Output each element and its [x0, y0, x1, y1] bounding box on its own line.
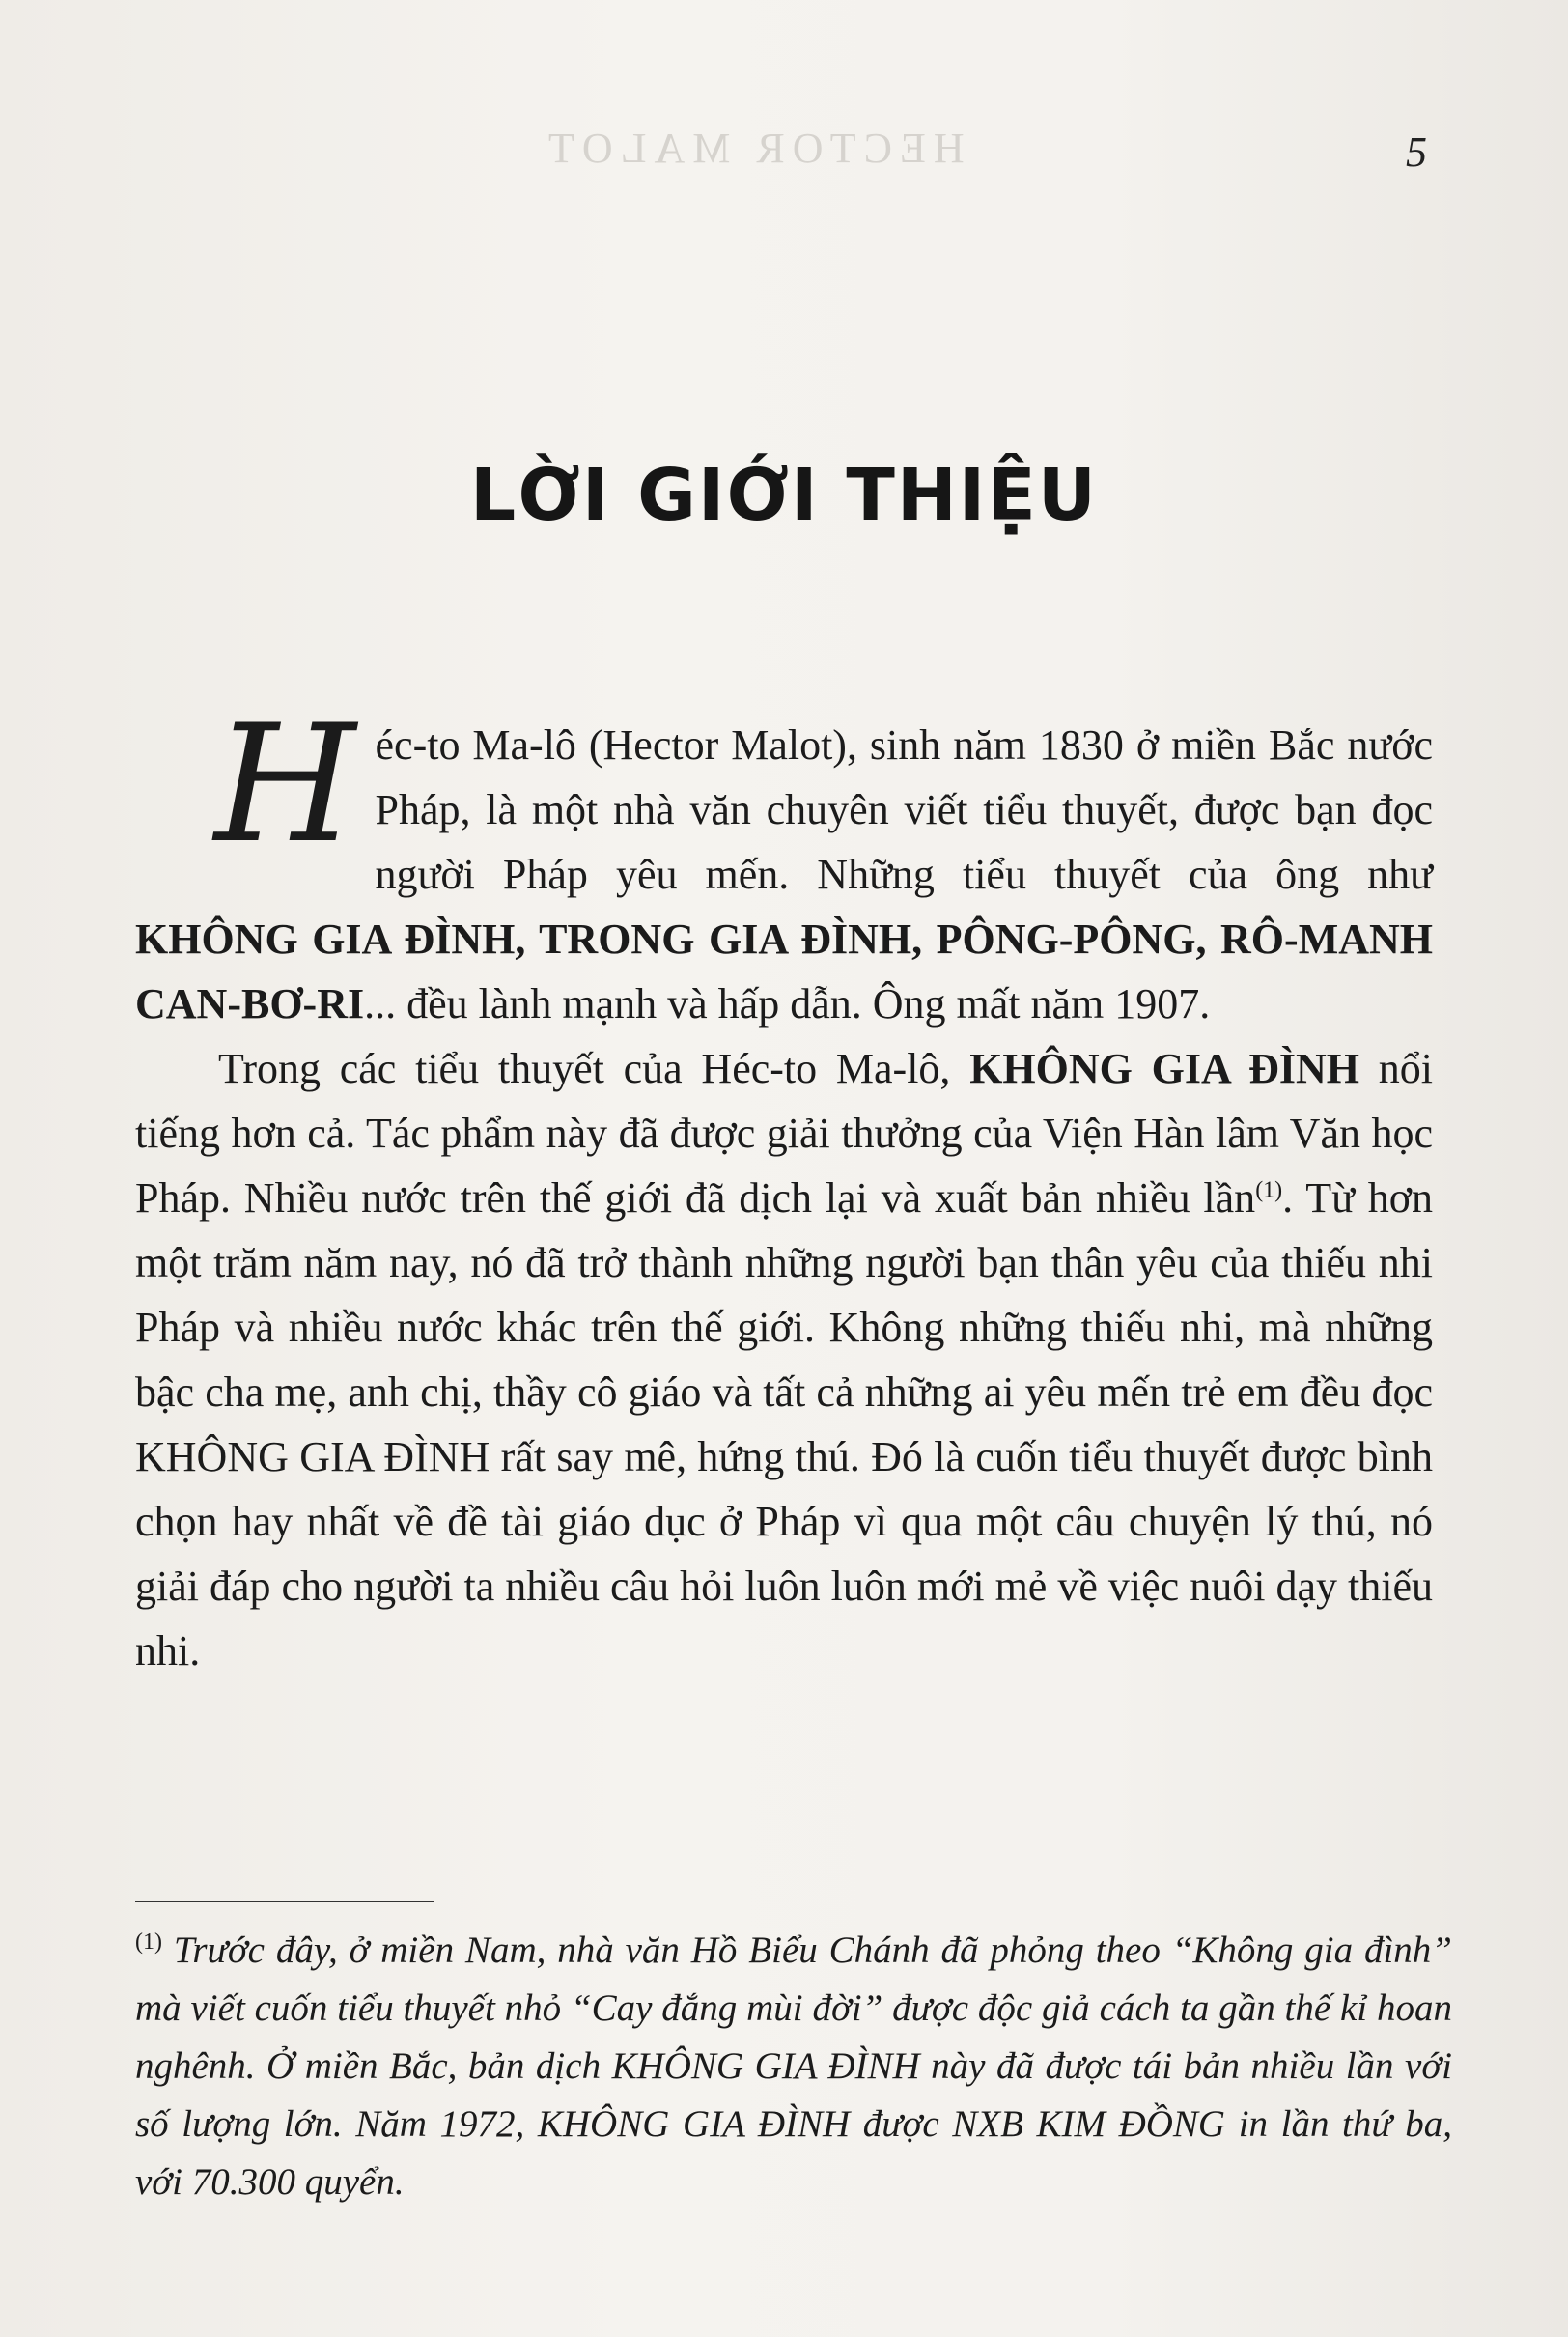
p1-book-titles: KHÔNG GIA ĐÌNH, TRONG GIA ĐÌNH, PÔNG-PÔNG, RÔ-MANH CAN-BƠ-RI — [135, 915, 1433, 1028]
footnote-rule — [135, 1901, 434, 1902]
p2-text-c: . Từ hơn một trăm năm nay, nó đã trở thành những người bạn thân yêu của thiếu nhi Pháp và nhiều nước khác trên thế giới. Không những thiếu nhi, mà những bậc cha mẹ, anh chị, thầy cô giáo và tất cả những ai yêu mến trẻ em đều đọc KHÔNG GIA ĐÌNH rất say mê, hứng thú. Đó là cuốn tiểu thuyết được bình chọn hay nhất về đề tài giáo dục ở Pháp vì qua một câu chuyện lý thú, nó giải đáp cho người ta nhiều câu hỏi luôn luôn mới mẻ về việc nuôi dạy thiếu nhi. — [135, 1174, 1433, 1675]
page-number: 5 — [1406, 128, 1427, 176]
running-header-bleedthrough: HECTOR MALOT — [541, 125, 965, 172]
footnote — [135, 1922, 1452, 2211]
p2-text-a: Trong các tiểu thuyết của Héc-to Ma-lô, — [218, 1045, 970, 1092]
intro-paragraph-2 — [135, 1036, 1433, 1683]
footnote-text: Trước đây, ở miền Nam, nhà văn Hồ Biểu Chánh đã phỏng theo “Không gia đình” mà viết cuốn tiểu thuyết nhỏ “Cay đắng mùi đời” được độc giả cách ta gần thế kỉ hoan nghênh. Ở miền Bắc, bản dịch KHÔNG GIA ĐÌNH này đã được tái bản nhiều lần với số lượng lớn. Năm 1972, KHÔNG GIA ĐÌNH được NXB KIM ĐỒNG in lần thứ ba, với 70.300 quyển. — [135, 1929, 1452, 2203]
intro-paragraph-1 — [135, 690, 1433, 1036]
intro-body — [135, 690, 1433, 1683]
p2-text-b: nổi tiếng hơn cả. Tác phẩm này đã được giải thưởng của Viện Hàn lâm Văn học Pháp. Nhiều nước trên thế giới đã dịch lại và xuất bản nhiều lần — [135, 1045, 1433, 1222]
p1-text-a: éc-to Ma-lô (Hector Malot), sinh năm 1830 ở miền Bắc nước Pháp, là một nhà văn chuyên viết tiểu thuyết, được bạn đọc người Pháp yêu mến. Những tiểu thuyết của ông như — [375, 721, 1433, 898]
p1-text-b: ... đều lành mạnh và hấp dẫn. Ông mất năm 1907. — [364, 980, 1211, 1028]
footnote-ref: (1) — [1255, 1177, 1283, 1203]
chapter-title: LỜI GIỚI THIỆU — [470, 454, 1098, 537]
p2-book-title: KHÔNG GIA ĐÌNH — [969, 1045, 1359, 1092]
footnote-marker: (1) — [135, 1929, 162, 1955]
drop-cap: H — [214, 690, 356, 879]
